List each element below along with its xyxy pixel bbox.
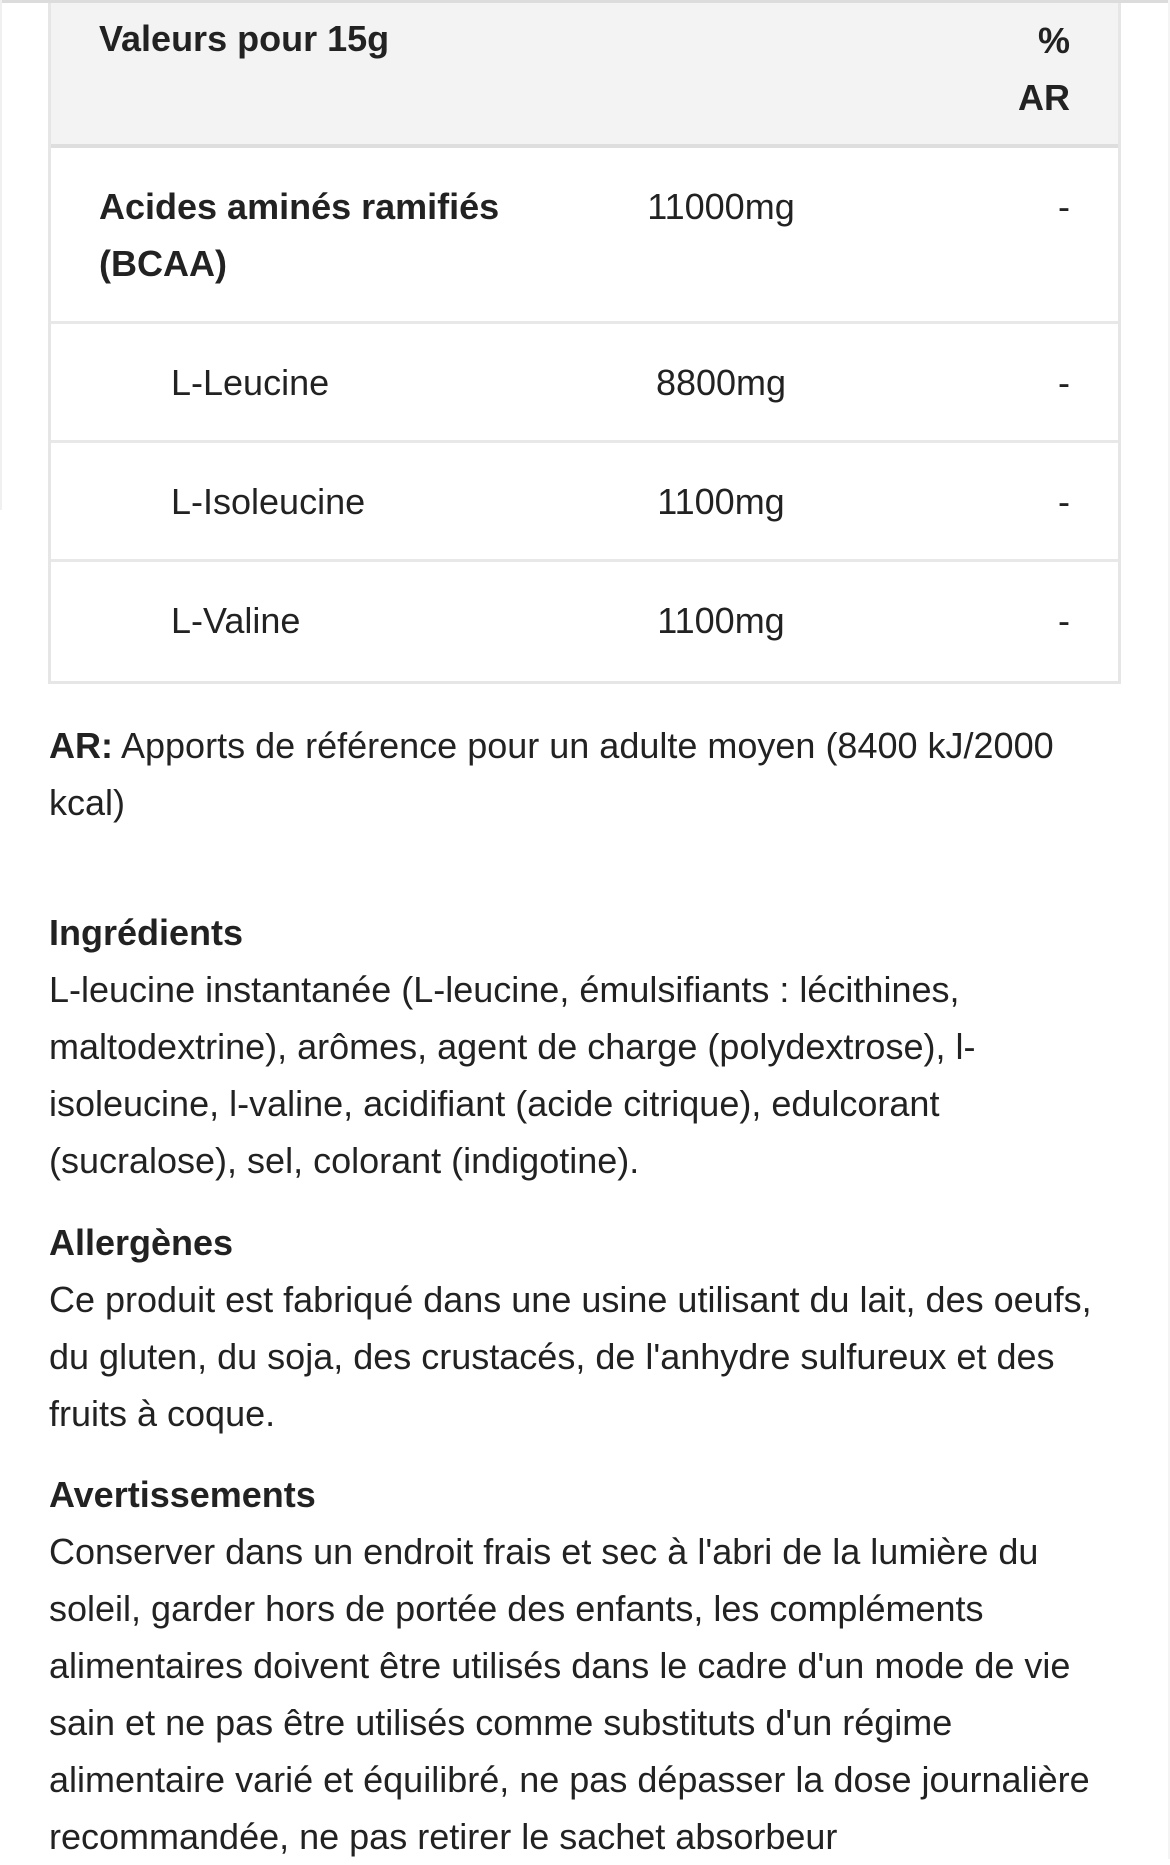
nutrient-value: 1100mg bbox=[657, 481, 785, 522]
footnote-label: AR: bbox=[49, 725, 113, 766]
left-edge bbox=[0, 0, 2, 510]
nutrient-ar: - bbox=[1058, 481, 1070, 522]
ar-footnote bbox=[49, 717, 1129, 831]
nutrient-value: 1100mg bbox=[657, 600, 785, 641]
header-percent: % bbox=[1037, 20, 1070, 61]
ingredients-section bbox=[49, 904, 1129, 1189]
warnings-body: Conserver dans un endroit frais et sec à l'abri de la lumière du soleil, garder hors de portée des enfants, les compléments alimentaires doivent être utilisés dans le cadre d'un mode de vie sain et ne pas être utilisés comme substituts d'un régime alimentaire varié et équilibré, ne pas dépasser la dose journalière recommandée, ne pas retirer le sachet absorbeur bbox=[49, 1531, 1090, 1857]
header-percent-ar bbox=[990, 12, 1070, 126]
allergens-title: Allergènes bbox=[49, 1222, 234, 1263]
ingredients-body: L-leucine instantanée (L-leucine, émulsifiants : lécithines, maltodextrine), arômes, agent de charge (polydextrose), l-isoleucine, l-valine, acidifiant (acide citrique), edulcorant (sucralose), sel, colorant (indigotine). bbox=[49, 969, 976, 1181]
table-row bbox=[51, 562, 1118, 681]
nutrient-ar: - bbox=[1058, 600, 1070, 641]
nutrient-value: 8800mg bbox=[655, 362, 787, 403]
allergens-body: Ce produit est fabriqué dans une usine utilisant du lait, des oeufs, du gluten, du soja, des crustacés, de l'anhydre sulfureux et des fruits à coque. bbox=[49, 1279, 1092, 1434]
table-row bbox=[51, 443, 1118, 562]
table-row bbox=[51, 324, 1118, 443]
header-serving-label: Valeurs pour 15g bbox=[99, 18, 390, 59]
header-ar: AR bbox=[1018, 77, 1070, 118]
nutrient-name: L-Valine bbox=[171, 600, 301, 641]
allergens-section bbox=[49, 1214, 1129, 1442]
table-row bbox=[51, 148, 1118, 324]
nutrient-name: L-Isoleucine bbox=[171, 481, 366, 522]
ingredients-title: Ingrédients bbox=[49, 912, 244, 953]
table-header bbox=[51, 3, 1118, 148]
nutrition-table bbox=[48, 3, 1121, 684]
footnote-text: Apports de référence pour un adulte moyen (8400 kJ/2000 kcal) bbox=[49, 725, 1054, 823]
nutrient-ar: - bbox=[1058, 362, 1070, 403]
nutrient-name: Acides aminés ramifiés (BCAA) bbox=[99, 186, 500, 284]
warnings-section bbox=[49, 1466, 1129, 1865]
nutrient-value: 11000mg bbox=[647, 186, 795, 227]
nutrient-ar: - bbox=[1058, 186, 1070, 227]
warnings-title: Avertissements bbox=[49, 1474, 316, 1515]
nutrient-name: L-Leucine bbox=[171, 362, 330, 403]
